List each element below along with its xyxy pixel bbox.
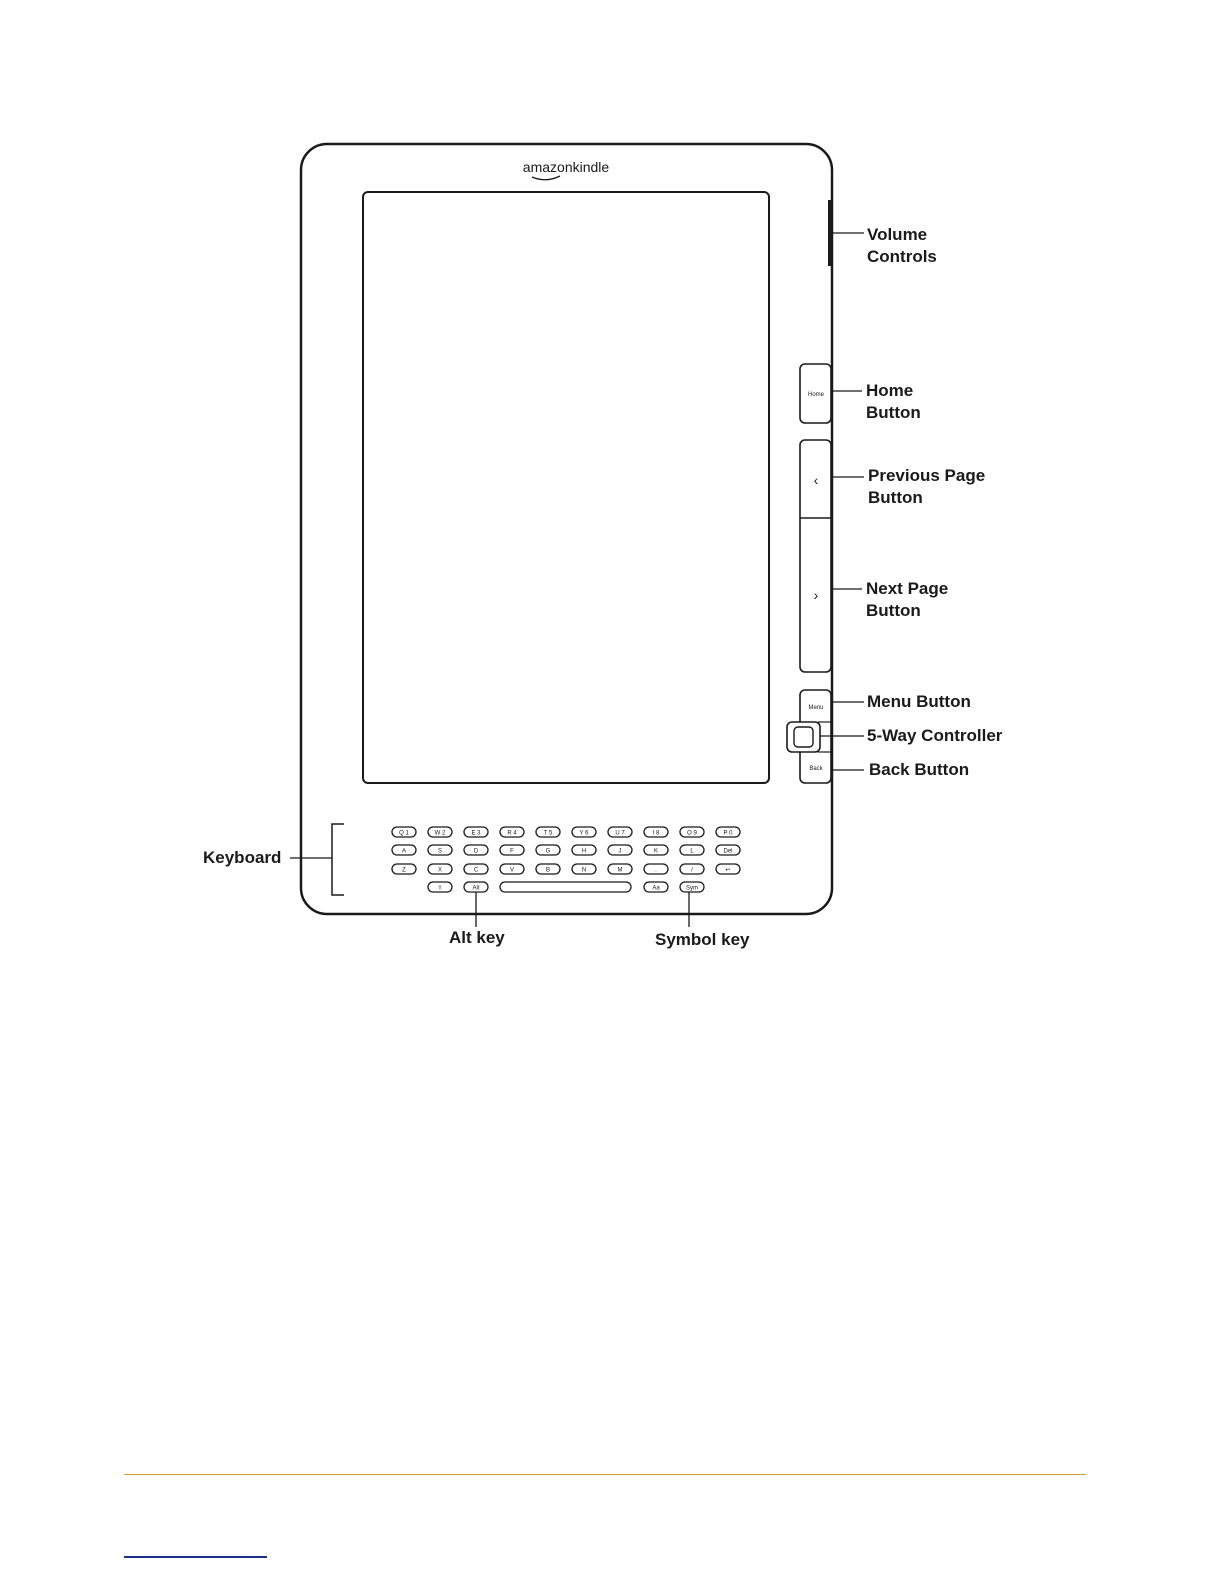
menu-button-callout: Menu Button bbox=[867, 692, 971, 711]
keyboard-key-label: X bbox=[437, 867, 443, 874]
previous-page-button[interactable]: ‹ bbox=[813, 472, 819, 488]
keyboard-key-label: M bbox=[617, 867, 623, 874]
keyboard-key-label: W 2 bbox=[434, 830, 446, 837]
keyboard-key-label: A bbox=[401, 848, 407, 855]
keyboard-key-label: . bbox=[655, 867, 657, 874]
five-way-controller-center[interactable] bbox=[794, 727, 813, 747]
keyboard-key-label: P 0 bbox=[723, 830, 733, 837]
next-label-line2: Button bbox=[866, 601, 921, 620]
keyboard-key-label: J bbox=[618, 848, 622, 855]
keyboard-key-label: E 3 bbox=[471, 830, 481, 837]
keyboard-key-label: N bbox=[581, 867, 587, 874]
keyboard-key-label: H bbox=[581, 848, 587, 855]
footer-link-underline bbox=[124, 1556, 267, 1558]
footer-divider bbox=[124, 1474, 1086, 1475]
volume-controls-label bbox=[867, 224, 937, 268]
next-page-callout bbox=[866, 578, 948, 622]
alt-key-label: Alt bbox=[472, 885, 480, 892]
symbol-key-callout: Symbol key bbox=[655, 930, 750, 949]
previous-page-callout bbox=[868, 465, 985, 509]
keyboard-key-label: K bbox=[653, 848, 659, 855]
keyboard-key-label: V bbox=[509, 867, 515, 874]
next-page-button[interactable]: › bbox=[813, 587, 819, 603]
keyboard-key-label: D bbox=[473, 848, 479, 855]
keyboard-key-label: U 7 bbox=[615, 830, 625, 837]
space-bar[interactable] bbox=[500, 882, 631, 892]
keyboard-key-label: Y 6 bbox=[579, 830, 589, 837]
keyboard-key-label: G bbox=[545, 848, 551, 855]
keyboard-key-label: O 9 bbox=[687, 830, 697, 837]
home-label-line2: Button bbox=[866, 403, 921, 422]
keyboard-key-label: Q 1 bbox=[399, 830, 409, 837]
kindle-logo: amazonkindle bbox=[522, 159, 610, 175]
volume-rocker bbox=[828, 200, 833, 266]
keyboard-key-label: Z bbox=[402, 867, 406, 874]
menu-button[interactable]: Menu bbox=[808, 705, 824, 711]
keyboard-key-label: C bbox=[473, 867, 479, 874]
keyboard-key-label: R 4 bbox=[507, 830, 517, 837]
back-button-callout: Back Button bbox=[869, 760, 970, 779]
keyboard-key-label: ↵ bbox=[725, 867, 731, 874]
keyboard-key-label: F bbox=[510, 848, 514, 855]
symbol-key-label: Sym bbox=[686, 885, 698, 892]
keyboard-key-label: L bbox=[690, 848, 694, 855]
previous-label-line2: Button bbox=[868, 488, 923, 507]
shift-key-label: ⇧ bbox=[437, 885, 443, 892]
keyboard-key-label: T 5 bbox=[543, 830, 553, 837]
keyboard-key-label: I 8 bbox=[652, 830, 660, 837]
previous-label-line1: Previous Page bbox=[868, 466, 986, 485]
aa-key-label: Aa bbox=[652, 885, 660, 892]
home-button-label: Home bbox=[807, 392, 825, 398]
home-label-line1: Home bbox=[866, 381, 914, 400]
alt-key-callout: Alt key bbox=[449, 928, 505, 947]
back-button[interactable]: Back bbox=[809, 766, 823, 772]
volume-label-line2: Controls bbox=[867, 247, 937, 266]
volume-label-line1: Volume bbox=[867, 225, 928, 244]
keyboard-callout: Keyboard bbox=[203, 848, 282, 867]
five-way-callout: 5-Way Controller bbox=[867, 726, 1003, 745]
home-button-callout bbox=[866, 380, 921, 424]
keyboard-key-label: S bbox=[437, 848, 443, 855]
keyboard-key-label: B bbox=[545, 867, 551, 874]
next-label-line1: Next Page bbox=[866, 579, 949, 598]
keyboard-key-label: / bbox=[691, 867, 693, 874]
display-screen bbox=[363, 192, 769, 783]
keyboard-key-label: Del bbox=[723, 848, 733, 855]
